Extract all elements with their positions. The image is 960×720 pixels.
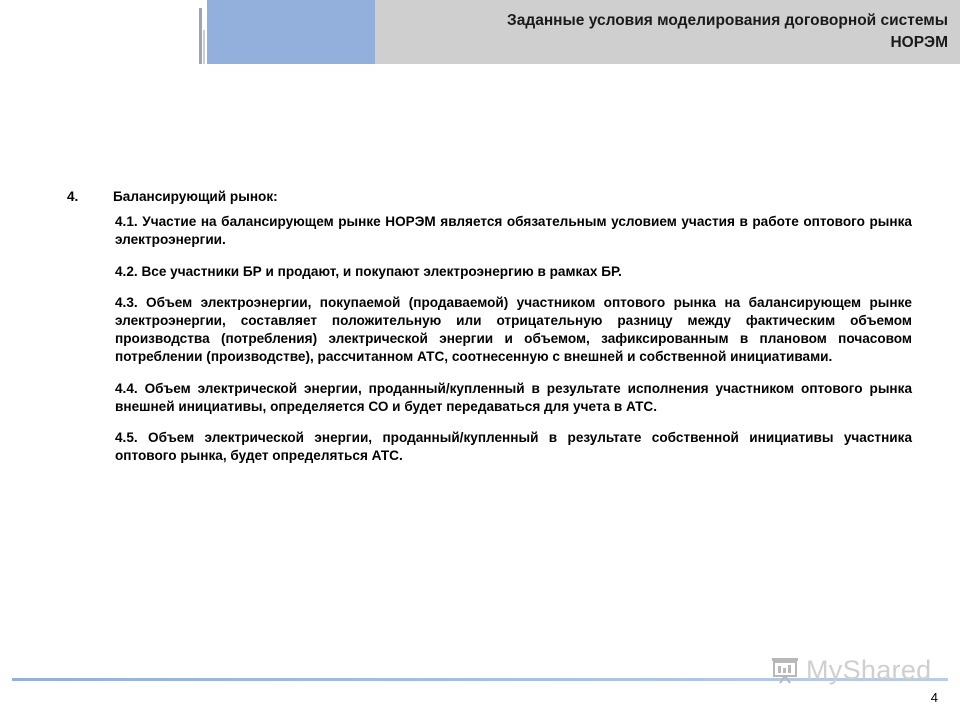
watermark-logo bbox=[770, 652, 931, 688]
slide-title-line1: Заданные условия моделирования договорной системы bbox=[507, 12, 948, 29]
paragraph-4-3: 4.3. Объем электроэнергии, покупаемой (продаваемой) участником оптового рынка на балансирующем рынке электроэнергии, составляет положительную или отрицательную разницу между фактическим объемом производства (потребления) электрической энергии и объемом, зафиксированным в плановом почасовом потреблении (производстве), рассчитанном АТС, соотнесенную с внешней и собственной инициативами. bbox=[115, 295, 912, 365]
paragraph-4-4: 4.4. Объем электрической энергии, проданный/купленный в результате исполнения участником оптового рынка внешней инициативы, определяется СО и будет передаваться для учета в АТС. bbox=[115, 380, 912, 414]
page-number: 4 bbox=[930, 690, 938, 705]
presentation-board-icon bbox=[770, 655, 800, 685]
paragraph-4-5: 4.5. Объем электрической энергии, проданный/купленный в результате собственной инициативы участника оптового рынка, будет определяться АТС. bbox=[115, 430, 912, 464]
header-accent-bar-thin bbox=[203, 30, 205, 64]
paragraph-4-1: 4.1. Участие на балансирующем рынке НОРЭМ является обязательным условием участия в работе оптового рынка электроэнергии. bbox=[115, 214, 912, 247]
section-title: Балансирующий рынок: bbox=[113, 189, 278, 204]
header-blue-block bbox=[207, 0, 375, 64]
section-number: 4. bbox=[67, 189, 79, 204]
paragraph-4-2: 4.2. Все участники БР и продают, и покупают электроэнергию в рамках БР. bbox=[115, 263, 622, 279]
slide-title bbox=[378, 10, 948, 54]
header-accent-bar bbox=[199, 8, 202, 64]
slide-title-line2: НОРЭМ bbox=[890, 34, 948, 51]
section-heading bbox=[67, 188, 912, 206]
slide-content bbox=[67, 188, 912, 471]
watermark-logo-text: MyShared bbox=[806, 654, 932, 685]
